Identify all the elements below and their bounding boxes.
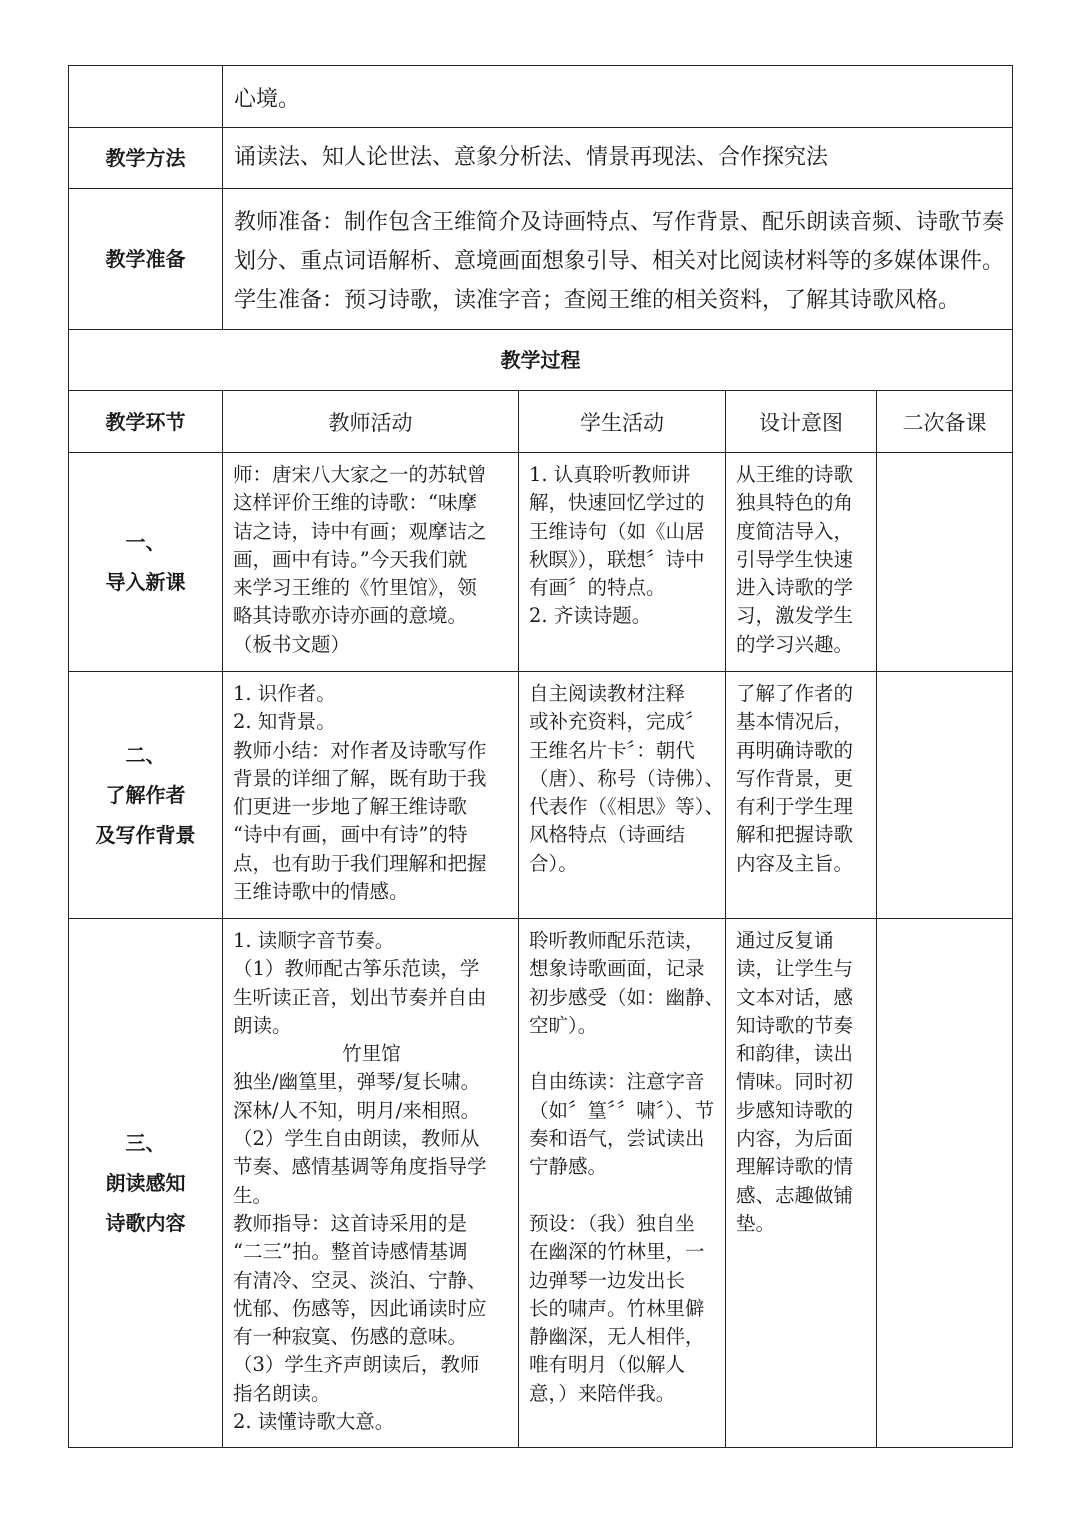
student-activity-line: 秋暝》），联想〞诗中	[529, 547, 705, 571]
student-activity-line	[529, 1040, 717, 1068]
design-intent-line: 文本对话，感	[736, 985, 854, 1009]
teacher-activity-line: 来学习王维的《竹里馆》，领	[233, 576, 477, 600]
teacher-activity-line: 教师小结：对作者及诗歌写作	[233, 738, 487, 762]
student-activity	[519, 919, 725, 1447]
teacher-activity	[223, 453, 518, 671]
teacher-activity-line: 2. 读懂诗歌大意。	[233, 1410, 395, 1434]
student-activity-line: （如〞篁〞〞啸〞）、节	[529, 1098, 715, 1122]
teacher-activity-line: 独坐/幽篁里，弹琴/复长啸。	[233, 1070, 481, 1094]
teacher-activity-line: 1. 读顺字音节奏。	[233, 929, 395, 952]
teacher-activity-line: 生。	[233, 1183, 273, 1207]
design-intent-line: 理解诗歌的情	[736, 1155, 854, 1179]
teacher-activity-line: 点，也有助于我们理解和把握	[233, 851, 487, 875]
design-intent	[726, 672, 876, 918]
stage-line: 朗读感知	[105, 1171, 186, 1195]
teacher-activity-line: 朗读。	[233, 1013, 292, 1037]
teacher-activity-line: 师：唐宋八大家之一的苏轼曾	[233, 463, 487, 486]
teacher-activity-line: 们更进一步地了解王维诗歌	[233, 795, 468, 819]
student-activity-line: （唐）、称号（诗佛）、	[529, 766, 725, 790]
student-activity	[519, 672, 725, 918]
student-activity-line: 聆听教师配乐范读，	[529, 929, 705, 952]
teacher-activity-line: （1）教师配古筝乐范读，学	[233, 957, 480, 981]
teacher-activity-line: 背景的详细了解，既有助于我	[233, 766, 487, 790]
design-intent-line: 引导学生快速	[736, 547, 854, 571]
student-activity-line: 想象诗歌画面，记录	[529, 957, 705, 981]
student-activity-line: 代表作（《相思》等）、	[529, 795, 725, 819]
design-intent-line: 内容及主旨。	[736, 851, 854, 875]
design-intent-line: 独具特色的角	[736, 491, 854, 515]
stage-line: 及写作背景	[95, 823, 196, 847]
teacher-activity-line: 教师指导：这首诗采用的是	[233, 1211, 468, 1235]
teacher-activity-line: “诗中有画，画中有诗”的特	[233, 823, 468, 847]
design-intent-line: 内容，为后面	[736, 1127, 854, 1151]
stage-label	[69, 453, 222, 671]
teacher-activity-line: 节奏、感情基调等角度指导学	[233, 1155, 487, 1179]
teacher-activity-line: 王维诗歌中的情感。	[233, 880, 409, 904]
design-intent	[726, 919, 876, 1447]
teacher-activity-line: （2）学生自由朗读，教师从	[233, 1127, 480, 1151]
teacher-activity-line: 竹里馆	[342, 1042, 401, 1066]
teacher-activity-line: 画，画中有诗。”今天我们就	[233, 547, 468, 571]
student-activity-line: 宁静感。	[529, 1155, 608, 1179]
stage-line: 了解作者	[105, 783, 186, 807]
teacher-activity-line: 2. 知背景。	[233, 710, 336, 734]
design-intent-line: 习，激发学生	[736, 604, 854, 628]
student-activity-line: 或补充资料，完成〞	[529, 710, 705, 734]
student-activity-line: 王维诗句（如《山居	[529, 519, 705, 543]
student-activity-line: 解，快速回忆学过的	[529, 491, 705, 515]
teacher-activity-line: 有清冷、空灵、淡泊、宁静、	[233, 1268, 487, 1292]
student-activity-line: 合）。	[529, 851, 578, 875]
design-intent-line: 垫。	[736, 1211, 776, 1235]
stage-line: 诗歌内容	[105, 1211, 186, 1235]
teacher-activity-line: （3）学生齐声朗读后，教师	[233, 1353, 480, 1377]
stage-line: 一、	[125, 530, 166, 554]
teacher-activity-line: 有一种寂寞、伤感的意味。	[233, 1325, 468, 1349]
header-stage: 教学环节	[105, 409, 186, 434]
design-intent	[726, 453, 876, 671]
method-label: 教学方法	[105, 146, 186, 170]
design-intent-line: 读，让学生与	[736, 957, 854, 981]
design-intent-line: 步感知诗歌的	[736, 1098, 854, 1122]
student-activity-line: 自由练读：注意字音	[529, 1070, 705, 1094]
student-activity-line: 有画〞的特点。	[529, 576, 666, 600]
teacher-activity-line: 生听读正音，划出节奏并自由	[233, 985, 487, 1009]
teacher-activity-line: 指名朗读。	[233, 1381, 331, 1405]
student-activity-line	[529, 1182, 717, 1210]
design-intent-line: 基本情况后，	[736, 710, 854, 734]
prep-label: 教学准备	[105, 247, 186, 271]
teacher-activity-line: 1. 识作者。	[233, 682, 336, 705]
student-activity-line: 初步感受（如：幽静、	[529, 985, 725, 1009]
teacher-activity-line: 深林/人不知，明月/来相照。	[233, 1098, 481, 1122]
student-activity-line: 空旷）。	[529, 1013, 598, 1037]
student-activity-line: 静幽深，无人相伴，	[529, 1325, 705, 1349]
header-intent: 设计意图	[759, 410, 843, 435]
design-intent-line: 和韵律，读出	[736, 1042, 854, 1066]
design-intent-line: 从王维的诗歌	[736, 463, 854, 486]
design-intent-line: 情味。同时初	[736, 1070, 854, 1094]
header-student: 学生活动	[580, 410, 664, 435]
row-xinjing-text: 心境。	[234, 87, 301, 112]
teacher-activity-line: （板书文题）	[233, 632, 351, 656]
design-intent-line: 有利于学生理	[736, 795, 854, 819]
student-activity-line: 1. 认真聆听教师讲	[529, 463, 691, 486]
design-intent-line: 的学习兴趣。	[736, 632, 854, 656]
header-teacher: 教师活动	[328, 410, 413, 435]
design-intent-line: 感、志趣做铺	[736, 1183, 854, 1207]
student-activity	[519, 453, 725, 671]
design-intent-line: 了解了作者的	[736, 682, 854, 705]
stage-label	[69, 919, 222, 1447]
student-activity-line: 边弹琴一边发出长	[529, 1268, 686, 1292]
teacher-activity-line: 诘之诗，诗中有画；观摩诘之	[233, 519, 487, 543]
design-intent-line: 再明确诗歌的	[736, 738, 854, 762]
stage-line: 导入新课	[105, 570, 186, 594]
header-second-prep: 二次备课	[902, 410, 987, 435]
design-intent-line: 写作背景，更	[736, 766, 854, 790]
prep-line: 划分、重点词语解析、意境画面想象引导、相关对比阅读材料等的多媒体课件。	[234, 249, 1005, 274]
student-activity-line: 在幽深的竹林里，一	[529, 1240, 705, 1264]
design-intent-line: 知诗歌的节奏	[736, 1013, 854, 1037]
design-intent-line: 解和把握诗歌	[736, 823, 854, 847]
student-activity-line: 意，）来陪伴我。	[529, 1381, 676, 1405]
student-activity-line: 自主阅读教材注释	[529, 682, 686, 705]
prep-line: 学生准备：预习诗歌，读准字音；查阅王维的相关资料，了解其诗歌风格。	[234, 288, 961, 313]
teacher-activity-line: 略其诗歌亦诗亦画的意境。	[233, 604, 468, 628]
teacher-activity	[223, 919, 518, 1447]
stage-line: 二、	[125, 743, 166, 767]
student-activity-line: 王维名片卡〞：朝代	[529, 738, 695, 762]
method-text: 诵读法、知人论世法、意象分析法、情景再现法、合作探究法	[234, 145, 829, 170]
stage-label	[69, 672, 222, 918]
student-activity-line: 风格特点（诗画结	[529, 823, 686, 847]
student-activity-line: 长的啸声。竹林里僻	[529, 1296, 705, 1320]
teacher-activity-line: 忧郁、伤感等，因此诵读时应	[233, 1296, 487, 1320]
student-activity-line: 唯有明月（似解人	[529, 1353, 686, 1377]
teacher-activity-line: “二三”拍。整首诗感情基调	[233, 1240, 468, 1264]
stage-line: 三、	[125, 1131, 166, 1155]
teacher-activity-line: 这样评价王维的诗歌：“味摩	[233, 491, 477, 515]
student-activity-line: 2. 齐读诗题。	[529, 604, 652, 628]
student-activity-line: 奏和语气，尝试读出	[529, 1127, 705, 1151]
prep-line: 教师准备：制作包含王维简介及诗画特点、写作背景、配乐朗读音频、诗歌节奏	[234, 210, 1005, 235]
student-activity-line: 预设：（我）独自坐	[529, 1211, 695, 1235]
prep-text	[234, 203, 1004, 320]
design-intent-line: 进入诗歌的学	[736, 576, 854, 600]
design-intent-line: 度简洁导入，	[736, 519, 854, 543]
design-intent-line: 通过反复诵	[736, 929, 834, 952]
process-title: 教学过程	[500, 348, 581, 372]
teacher-activity	[223, 672, 518, 918]
